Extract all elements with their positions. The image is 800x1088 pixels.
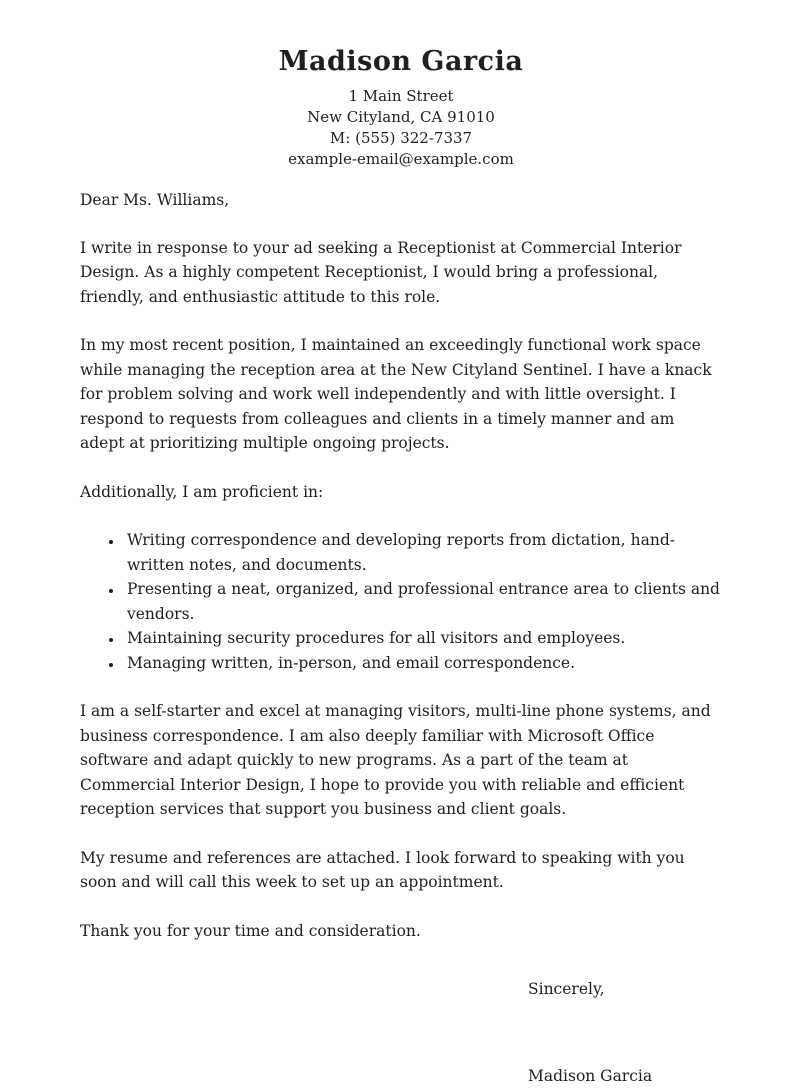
sender-name: Madison Garcia: [80, 46, 722, 77]
signature-block: [528, 977, 722, 1088]
list-item: • Managing written, in-person, and email correspondence.: [123, 651, 722, 676]
list-item: • Maintaining security procedures for all visitors and employees.: [123, 626, 722, 651]
signoff: Sincerely,: [528, 977, 722, 1002]
signature-name: Madison Garcia: [528, 1064, 722, 1088]
letter-body: [80, 188, 722, 1088]
letter-paragraph-thanks: Thank you for your time and consideration.: [80, 919, 722, 944]
letter-header: [80, 46, 722, 170]
letter-paragraph-intro: I write in response to your ad seeking a Receptionist at Commercial Interior Design. As a highly competent Receptionist, I would bring a professional, friendly, and enthusiastic attitude to this role.: [80, 236, 722, 310]
sender-address-line1: 1 Main Street: [80, 86, 722, 107]
sender-phone: M: (555) 322-7337: [80, 128, 722, 149]
letter-paragraph-experience: In my most recent position, I maintained an exceedingly functional work space while managing the reception area at the New Cityland Sentinel. I have a knack for problem solving and work well independently and with little oversight. I respond to requests from colleagues and clients in a timely manner and am adept at prioritizing multiple ongoing projects.: [80, 333, 722, 456]
salutation: Dear Ms. Williams,: [80, 188, 722, 213]
proficiency-intro: Additionally, I am proficient in:: [80, 480, 722, 505]
letter-paragraph-skills: I am a self-starter and excel at managing visitors, multi-line phone systems, and business correspondence. I am also deeply familiar with Microsoft Office software and adapt quickly to new programs. As a part of the team at Commercial Interior Design, I hope to provide you with reliable and efficient reception services that support you business and client goals.: [80, 699, 722, 822]
list-item: • Writing correspondence and developing reports from dictation, hand-written notes, and documents.: [123, 528, 722, 577]
proficiency-list: [80, 528, 722, 675]
sender-address-line2: New Cityland, CA 91010: [80, 107, 722, 128]
letter-paragraph-resume: My resume and references are attached. I look forward to speaking with you soon and will call this week to set up an appointment.: [80, 846, 722, 895]
sender-email: example-email@example.com: [80, 149, 722, 170]
list-item: • Presenting a neat, organized, and professional entrance area to clients and vendors.: [123, 577, 722, 626]
